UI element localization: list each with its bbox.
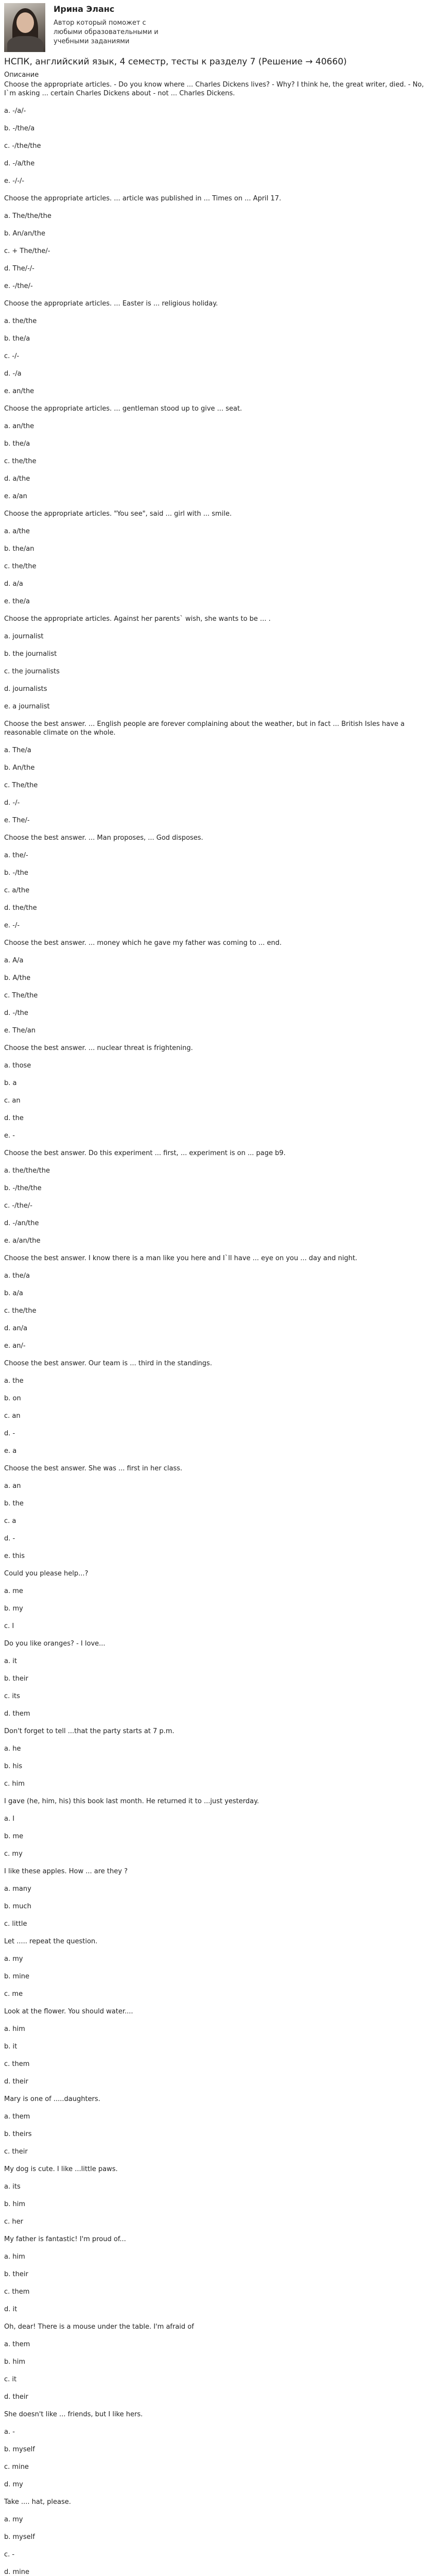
question-text: Don't forget to tell ...that the party starts at 7 p.m. — [4, 1727, 175, 1735]
answer-option: a. my — [4, 2516, 23, 2523]
answer-option: d. the/the — [4, 904, 37, 912]
answer-option: c. her — [4, 2218, 23, 2226]
question-text: Choose the best answer. Our team is ... third in the standings. — [4, 1360, 212, 1367]
avatar-body-shape — [7, 36, 43, 52]
question-text: Choose the best answer. ... money which he gave my father was coming to ... end. — [4, 939, 282, 947]
answer-option: d. -/a — [4, 370, 22, 378]
answer-option: d. mine — [4, 2568, 30, 2576]
answer-option: c. an — [4, 1097, 21, 1105]
answer-option: a. my — [4, 1955, 23, 1963]
answer-option: b. theirs — [4, 2130, 32, 2138]
answer-option: c. the/the — [4, 1307, 37, 1315]
answer-option: e. -/- — [4, 922, 20, 929]
answer-option: a. them — [4, 2113, 30, 2121]
answer-option: c. him — [4, 1780, 25, 1788]
answer-option: c. a/the — [4, 887, 30, 894]
answer-option: c. it — [4, 2376, 17, 2383]
answer-option: d. -/a/the — [4, 160, 35, 167]
answer-option: b. their — [4, 2270, 28, 2278]
answer-option: d. it — [4, 2306, 18, 2313]
answer-option: a. those — [4, 1062, 31, 1070]
question-text: Could you please help...? — [4, 1570, 89, 1578]
answer-option: d. the — [4, 1114, 24, 1122]
question-text: Do you like oranges? - I love... — [4, 1640, 106, 1648]
answer-option: d. - — [4, 1430, 15, 1437]
answer-option: d. -/- — [4, 799, 20, 807]
question-text: She doesn't like ... friends, but I like hers. — [4, 2411, 143, 2418]
answer-option: b. me — [4, 1833, 24, 1840]
answer-option: c. mine — [4, 2463, 29, 2471]
answer-option: c. me — [4, 1990, 23, 1998]
answer-option: e. a/an — [4, 493, 27, 500]
question-text: Choose the best answer. She was ... first in her class. — [4, 1465, 183, 1472]
answer-option: a. - — [4, 2428, 15, 2436]
answer-option: a. The/a — [4, 747, 31, 754]
question-text: My dog is cute. I like ...little paws. — [4, 2165, 118, 2173]
answer-option: d. journalists — [4, 685, 47, 693]
answer-option: a. I — [4, 1815, 15, 1823]
answer-option: b. the/a — [4, 440, 30, 448]
answer-option: a. a/the — [4, 528, 30, 535]
author-name[interactable]: Ирина Эланс — [54, 4, 115, 14]
answer-option: a. them — [4, 2341, 30, 2348]
answer-option: a. an/the — [4, 422, 34, 430]
question-text: Choose the best answer. Do this experiment ... first, ... experiment is on ... page b9. — [4, 1149, 286, 1157]
answer-option: c. a — [4, 1517, 16, 1525]
answer-option: d. a/a — [4, 580, 23, 588]
answer-option: b. him — [4, 2200, 26, 2208]
question-text: Choose the appropriate articles. - Do you know where ... Charles Dickens lives? - Why? I think he, the great writer, died. - No, I`m asking ... certain Charles Dickens about - not ... Charles Dickens. — [4, 81, 424, 97]
question-text: Choose the appropriate articles. ... Easter is ... religious holiday. — [4, 300, 218, 308]
answer-option: c. their — [4, 2148, 28, 2156]
answer-option: b. the/a — [4, 335, 30, 343]
author-avatar[interactable] — [4, 3, 45, 52]
answer-option: d. a/the — [4, 475, 30, 483]
question-text: Choose the best answer. ... nuclear threat is frightening. — [4, 1044, 193, 1052]
answer-option: b. a — [4, 1079, 17, 1087]
answer-option: c. the/the — [4, 457, 37, 465]
answer-option: e. an/- — [4, 1342, 26, 1350]
answer-option: c. my — [4, 1850, 23, 1858]
question-text: Let ..... repeat the question. — [4, 1938, 98, 1945]
question-text: Choose the appropriate articles. ... article was published in ... Times on ... April 17. — [4, 195, 282, 202]
answer-option: a. him — [4, 2025, 25, 2033]
answer-option: e. The/- — [4, 817, 30, 824]
answer-option: a. The/the/the — [4, 212, 51, 220]
answer-option: b. A/the — [4, 974, 31, 982]
answer-option: e. -/the/- — [4, 282, 33, 290]
answer-option: a. him — [4, 2253, 25, 2261]
answer-option: c. -/the/the — [4, 142, 41, 150]
answer-option: b. on — [4, 1395, 21, 1402]
answer-option: c. -/the/- — [4, 1202, 32, 1210]
answer-option: a. the/- — [4, 852, 28, 859]
page-title: НСПК, английский язык, 4 семестр, тесты к разделу 7 (Решение → 40660) — [4, 57, 347, 67]
question-text: Choose the best answer. I know there is a man like you here and I`ll have ... eye on you ... day and night. — [4, 1255, 358, 1262]
answer-option: a. the/the — [4, 317, 37, 325]
question-text: Look at the flower. You should water.... — [4, 2008, 133, 2015]
answer-option: d. an/a — [4, 1325, 28, 1332]
answer-option: d. their — [4, 2078, 28, 2086]
answer-option: e. the/a — [4, 598, 30, 605]
answer-option: b. him — [4, 2358, 26, 2366]
answer-option: c. The/the — [4, 992, 38, 999]
answer-option: c. The/the — [4, 782, 38, 789]
answer-option: c. I — [4, 1622, 14, 1630]
answer-option: b. their — [4, 1675, 28, 1683]
question-text: Choose the appropriate articles. ... gentleman stood up to give ... seat. — [4, 405, 242, 413]
answer-option: e. The/an — [4, 1027, 36, 1035]
answer-option: b. my — [4, 1605, 23, 1613]
answer-option: b. An/the — [4, 764, 35, 772]
answer-option: b. the — [4, 1500, 24, 1507]
answer-option: e. this — [4, 1552, 25, 1560]
answer-option: a. the/the/the — [4, 1167, 50, 1175]
answer-option: a. A/a — [4, 957, 24, 964]
answer-option: d. -/the — [4, 1009, 28, 1017]
answer-option: d. their — [4, 2393, 28, 2401]
answer-option: b. it — [4, 2043, 18, 2050]
answer-option: a. the/a — [4, 1272, 30, 1280]
question-text: Take .... hat, please. — [4, 2498, 71, 2506]
answer-option: c. them — [4, 2288, 30, 2296]
answer-option: b. his — [4, 1762, 23, 1770]
answer-option: e. a journalist — [4, 703, 50, 710]
question-text: Choose the appropriate articles. Against her parents` wish, she wants to be ... . — [4, 615, 271, 623]
answer-option: b. -/the/the — [4, 1184, 42, 1192]
answer-option: e. a/an/the — [4, 1237, 41, 1245]
question-text: Choose the appropriate articles. "You see", said ... girl with ... smile. — [4, 510, 232, 518]
answer-option: c. little — [4, 1920, 27, 1928]
answer-option: b. much — [4, 1903, 31, 1910]
answer-option: e. - — [4, 1132, 15, 1140]
answer-option: c. - — [4, 2551, 15, 2558]
answer-option: b. mine — [4, 1973, 30, 1980]
author-info — [54, 3, 172, 46]
answer-option: a. the — [4, 1377, 24, 1385]
description-label: Описание — [4, 71, 39, 79]
question-text: My father is fantastic! I'm proud of... — [4, 2235, 126, 2243]
question-text: I like these apples. How ... are they ? — [4, 1868, 128, 1875]
question-text: Oh, dear! There is a mouse under the table. I'm afraid of — [4, 2323, 194, 2331]
answer-option: a. its — [4, 2183, 21, 2191]
answer-option: a. an — [4, 1482, 21, 1490]
answer-option: e. an/the — [4, 387, 34, 395]
answer-option: d. my — [4, 2481, 23, 2488]
answer-option: c. an — [4, 1412, 21, 1420]
answer-option: e. a — [4, 1447, 17, 1455]
answer-option: b. -/the/a — [4, 125, 35, 132]
question-text: Choose the best answer. ... English people are forever complaining about the weather, but in fact ... British Isles have a reasonable climate on the whole. — [4, 720, 405, 737]
answer-option: c. -/- — [4, 352, 20, 360]
avatar-face-shape — [16, 12, 34, 33]
question-text: Choose the best answer. ... Man proposes, ... God disposes. — [4, 834, 203, 842]
answer-option: c. the journalists — [4, 668, 60, 675]
answer-option: b. An/an/the — [4, 230, 45, 238]
answer-option: d. them — [4, 1710, 30, 1718]
answer-option: b. myself — [4, 2533, 35, 2541]
answer-option: a. many — [4, 1885, 31, 1893]
answer-option: d. The/-/- — [4, 265, 34, 273]
answer-option: c. its — [4, 1692, 20, 1700]
answer-option: c. + The/the/- — [4, 247, 50, 255]
author-description: Автор который поможет с любыми образовательными и учебными заданиями — [54, 19, 159, 45]
answer-option: b. the journalist — [4, 650, 57, 658]
answer-option: a. -/a/- — [4, 107, 26, 115]
answer-option: a. it — [4, 1657, 17, 1665]
answer-option: d. -/an/the — [4, 1219, 39, 1227]
answer-option: a. journalist — [4, 633, 44, 640]
answer-option: c. them — [4, 2060, 30, 2068]
question-text: I gave (he, him, his) this book last month. He returned it to ...just yesterday. — [4, 1798, 259, 1805]
answer-option: b. myself — [4, 2446, 35, 2453]
answer-option: c. the/the — [4, 563, 37, 570]
answer-option: a. me — [4, 1587, 23, 1595]
answer-option: d. - — [4, 1535, 15, 1543]
question-text: Mary is one of .....daughters. — [4, 2095, 100, 2103]
author-header — [4, 3, 432, 55]
answer-option: b. -/the — [4, 869, 28, 877]
answer-option: e. -/-/- — [4, 177, 25, 185]
answer-option: b. the/an — [4, 545, 34, 553]
answer-option: a. he — [4, 1745, 21, 1753]
answer-option: b. a/a — [4, 1290, 23, 1297]
questions-list — [4, 80, 432, 2576]
